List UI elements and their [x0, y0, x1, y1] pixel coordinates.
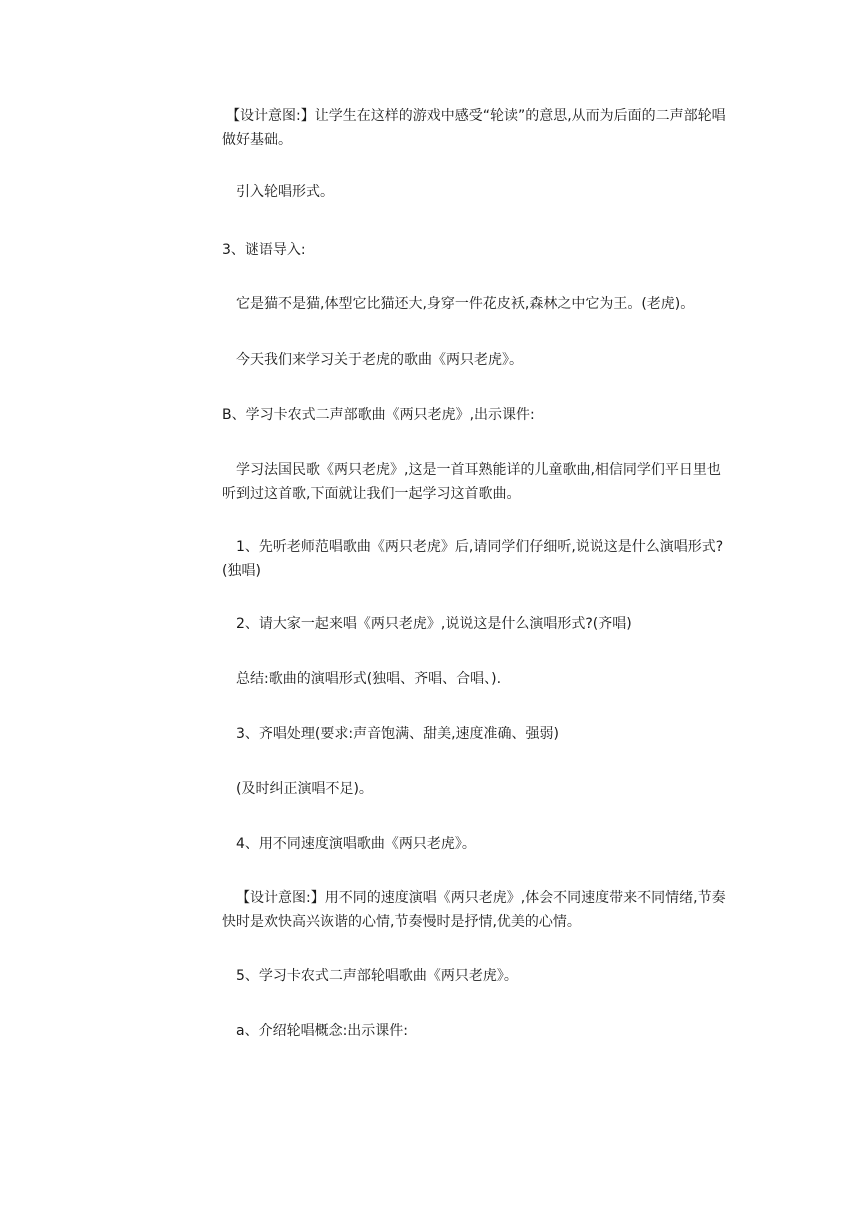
design-intent-paragraph-1: 【设计意图:】让学生在这样的游戏中感受“轮读”的意思,从而为后面的二声部轮唱做好基础。	[222, 108, 726, 148]
intro-round-singing-line: 引入轮唱形式。	[236, 184, 334, 200]
step-1-paragraph: 1、先听老师范唱歌曲《两只老虎》后,请同学们仔细听,说说这是什么演唱形式?(独唱)	[222, 539, 724, 579]
step-2-line: 2、请大家一起来唱《两只老虎》,说说这是什么演唱形式?(齐唱)	[236, 616, 632, 632]
riddle-text: 它是猫不是猫,体型它比猫还大,身穿一件花皮袄,森林之中它为王。(老虎)。	[236, 296, 695, 312]
riddle-heading: 3、谜语导入:	[222, 242, 306, 258]
step-4-line: 4、用不同速度演唱歌曲《两只老虎》。	[236, 836, 476, 852]
correction-note-line: (及时纠正演唱不足)。	[236, 781, 373, 797]
design-intent-paragraph-2: 【设计意图:】用不同的速度演唱《两只老虎》,体会不同速度带来不同情绪,节奏快时是欢快高兴诙谐的心情,节奏慢时是抒情,优美的心情。	[222, 890, 726, 930]
song-intro-paragraph: 学习法国民歌《两只老虎》,这是一首耳熟能详的儿童歌曲,相信同学们平日里也听到过这首歌,下面就让我们一起学习这首歌曲。	[222, 462, 721, 502]
step-a-line: a、介绍轮唱概念:出示课件:	[236, 1023, 409, 1039]
summary-line: 总结:歌曲的演唱形式(独唱、齐唱、合唱、).	[236, 671, 502, 687]
step-3-line: 3、齐唱处理(要求:声音饱满、甜美,速度准确、强弱)	[236, 726, 559, 742]
today-topic-line: 今天我们来学习关于老虎的歌曲《两只老虎》。	[236, 352, 523, 368]
step-5-line: 5、学习卡农式二声部轮唱歌曲《两只老虎》。	[236, 968, 518, 984]
section-b-heading: B、学习卡农式二声部歌曲《两只老虎》,出示课件:	[222, 407, 535, 423]
